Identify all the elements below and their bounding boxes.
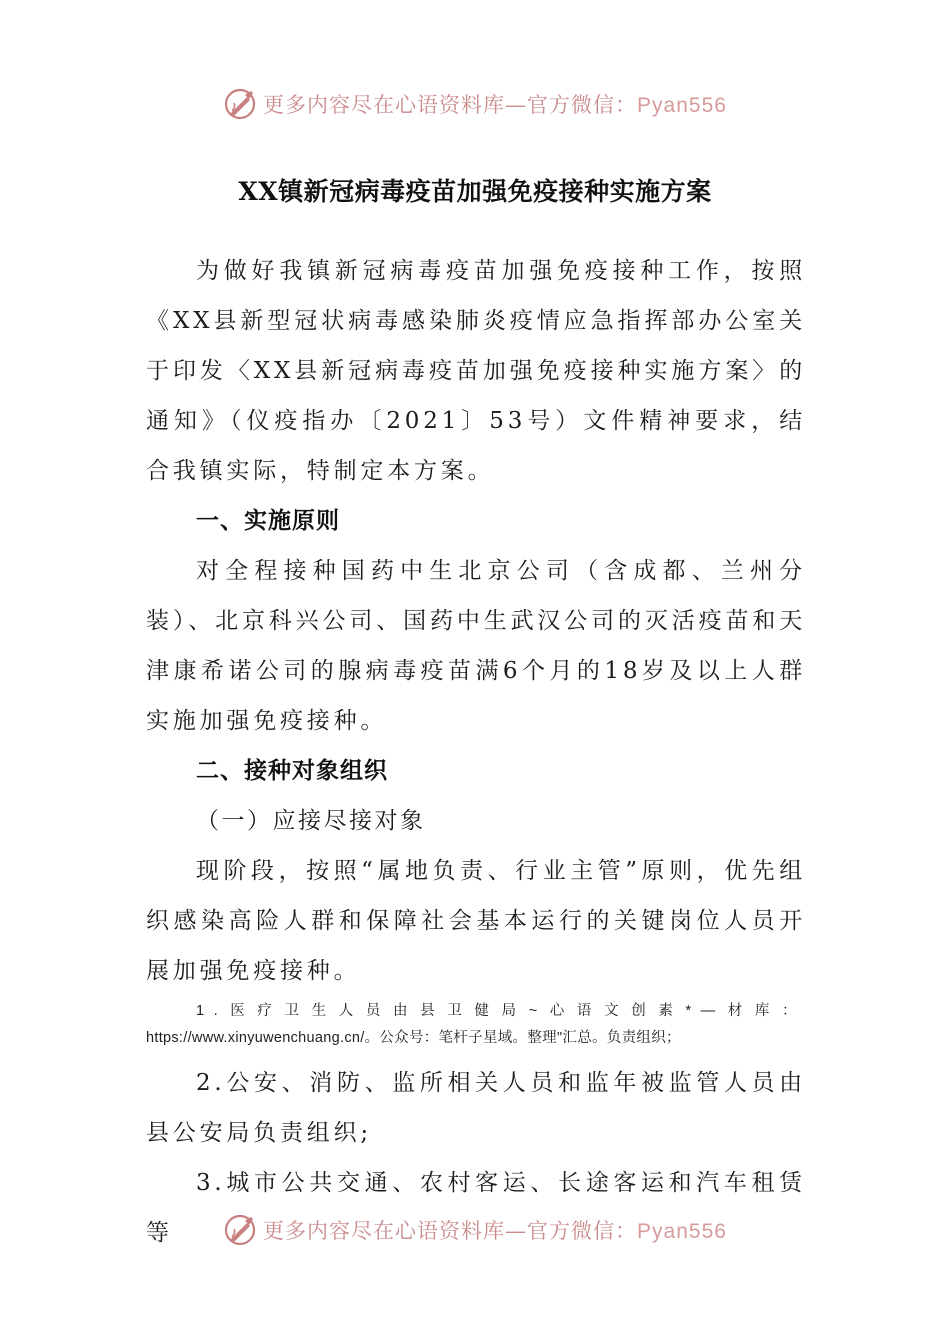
list-item-1 [146, 998, 806, 1052]
intro-paragraph: 为做好我镇新冠病毒疫苗加强免疫接种工作，按照《XX县新型冠状病毒感染肺炎疫情应急指挥部办公室关于印发〈XX县新冠病毒疫苗加强免疫接种实施方案〉的通知》（仪疫指办〔2021〕53号）文件精神要求，结合我镇实际，特制定本方案。 [146, 258, 806, 484]
watermark-label: 更多内容尽在心语资料库—官方微信： [263, 1219, 638, 1243]
list-item-3: 3.城市公共交通、农村客运、长途客运和汽车租赁等 [146, 1170, 806, 1246]
watermark-label: 更多内容尽在心语资料库—官方微信： [263, 93, 638, 117]
watermark-id: Pyan556 [637, 1220, 727, 1243]
watermark-id: Pyan556 [637, 94, 727, 117]
subsection1-heading: （一）应接尽接对象 [196, 808, 426, 834]
watermark-header [0, 82, 950, 126]
list-item-2: 2.公安、消防、监所相关人员和监年被监管人员由县公安局负责组织; [146, 1070, 806, 1146]
subsection1-paragraph: 现阶段，按照“属地负责、行业主管”原则，优先组织感染高险人群和保障社会基本运行的关键岗位人员开展加强免疫接种。 [146, 858, 806, 984]
section1-paragraph: 对全程接种国药中生北京公司（含成都、兰州分装）、北京科兴公司、国药中生武汉公司的灭活疫苗和天津康希诺公司的腺病毒疫苗满6个月的18岁及以上人群实施加强免疫接种。 [146, 558, 806, 734]
list-item-1-url: https://www.xinyuwenchuang.cn/。公众号：笔杆子星域。整理"汇总。负责组织； [146, 1030, 681, 1046]
list-item-1-text: 1.医疗卫生人员由县卫健局~心语文创素*—材库： [196, 1003, 806, 1019]
pen-logo-icon [223, 87, 257, 121]
document-body [146, 246, 806, 1258]
section1-heading: 一、实施原则 [196, 507, 340, 534]
watermark-text [263, 1215, 727, 1245]
document-title: XX镇新冠病毒疫苗加强免疫接种实施方案 [238, 177, 712, 206]
pen-logo-icon [223, 1213, 257, 1247]
section2-heading: 二、接种对象组织 [196, 757, 388, 784]
watermark-text [263, 89, 727, 119]
watermark-footer [0, 1208, 950, 1252]
